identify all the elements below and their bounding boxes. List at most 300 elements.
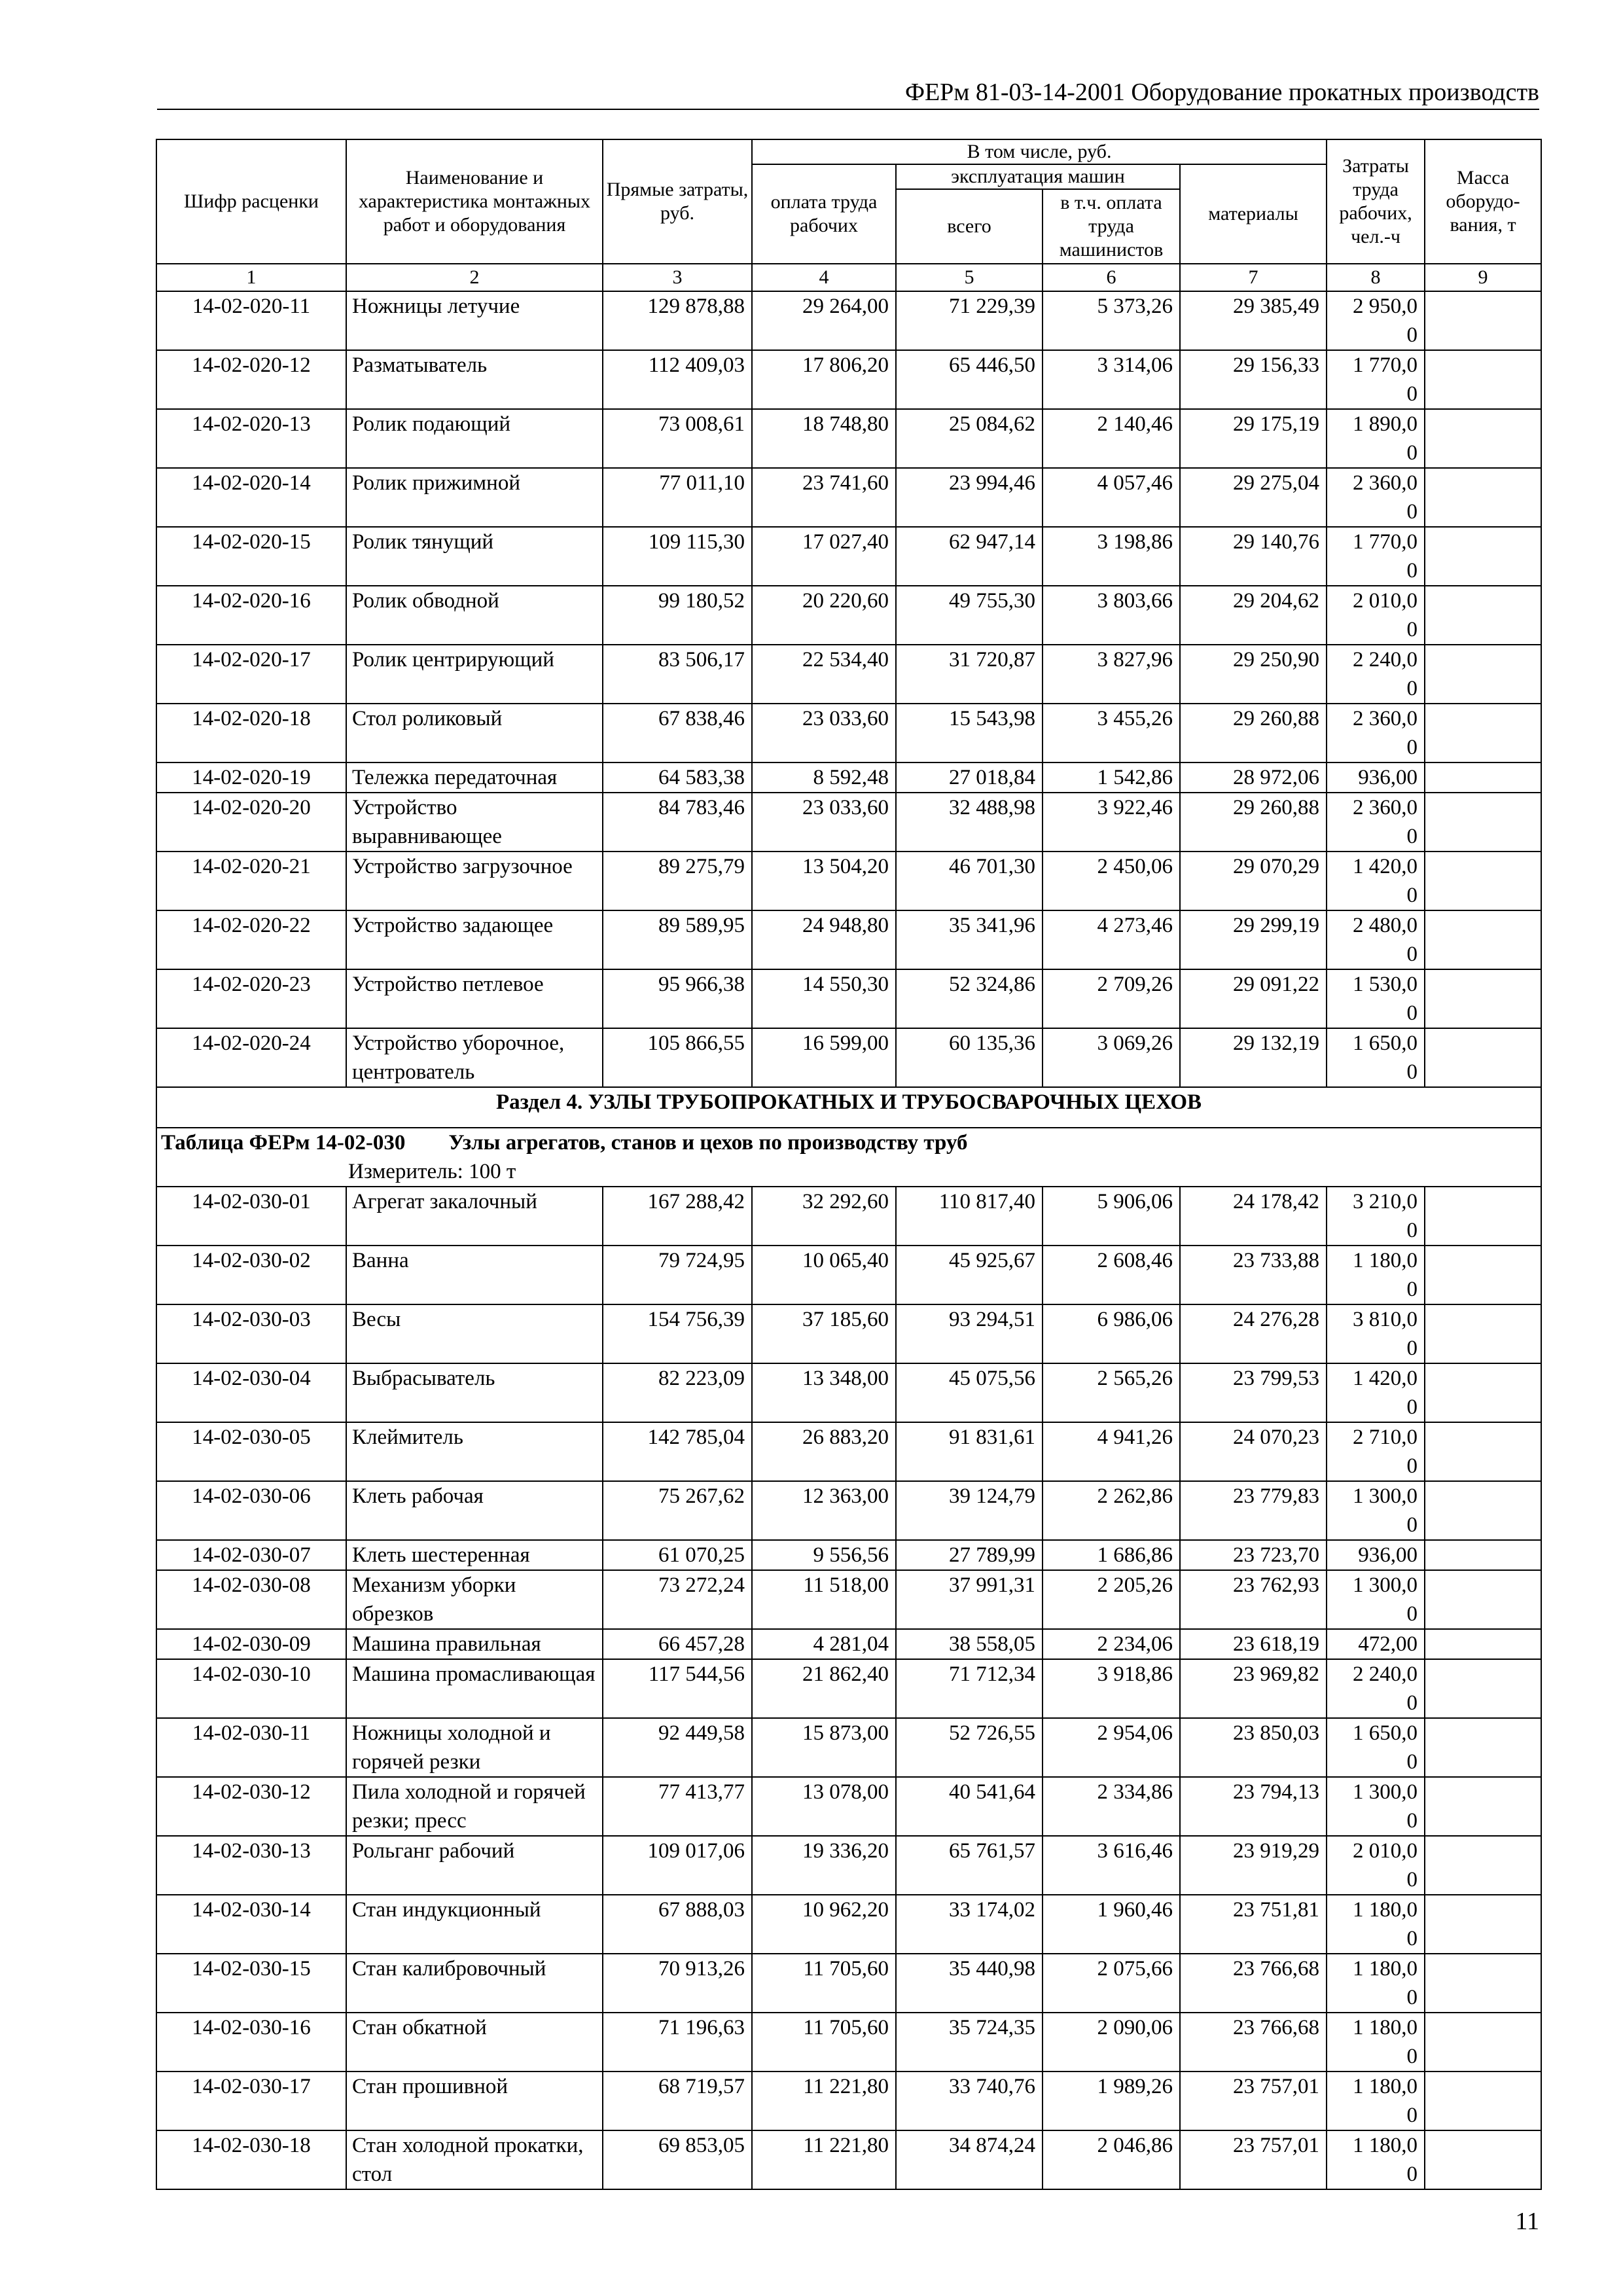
name-cell: Стол роликовый [346, 704, 603, 762]
mass-cell [1425, 1028, 1541, 1087]
mass-cell [1425, 1954, 1541, 2013]
direct-cost-cell: 154 756,39 [603, 1304, 752, 1363]
mass-cell [1425, 793, 1541, 852]
wages-cell: 17 806,20 [752, 350, 896, 409]
labor-cell [1327, 1246, 1425, 1304]
labor-value: 1 180,0 [1353, 1957, 1418, 1981]
materials-cell: 23 757,01 [1180, 2130, 1327, 2189]
labor-value: 1 420,0 [1353, 855, 1418, 878]
labor-value-continuation: 0 [1406, 323, 1418, 347]
name-cell: Пила холодной и горячей резки; пресс [346, 1777, 603, 1836]
table-row [156, 586, 1541, 645]
mass-cell [1425, 409, 1541, 468]
col-header-materials: материалы [1180, 164, 1327, 264]
machinists-cell: 5 373,26 [1043, 291, 1180, 350]
labor-value: 1 770,0 [1353, 530, 1418, 554]
materials-cell: 28 972,06 [1180, 762, 1327, 793]
wages-cell: 11 221,80 [752, 2072, 896, 2130]
column-number: 9 [1425, 264, 1541, 291]
table-row [156, 1422, 1541, 1481]
mass-cell [1425, 2072, 1541, 2130]
labor-value-continuation: 0 [1406, 1691, 1418, 1715]
col-header-code: Шифр расценки [156, 139, 346, 264]
direct-cost-cell: 167 288,42 [603, 1187, 752, 1246]
labor-cell [1327, 1540, 1425, 1570]
table-title: Узлы агрегатов, станов и цехов по производству труб [448, 1131, 968, 1155]
rate-code-cell: 14-02-020-23 [156, 969, 346, 1028]
table-row [156, 527, 1541, 586]
machines-total-cell: 25 084,62 [896, 409, 1043, 468]
direct-cost-cell: 66 457,28 [603, 1629, 752, 1659]
machines-total-cell: 35 341,96 [896, 910, 1043, 969]
machines-total-cell: 33 174,02 [896, 1895, 1043, 1954]
mass-cell [1425, 1363, 1541, 1422]
table-row [156, 1895, 1541, 1954]
machines-total-cell: 65 761,57 [896, 1836, 1043, 1895]
mass-cell [1425, 852, 1541, 910]
col-header-wages: оплата труда рабочих [752, 164, 896, 264]
machinists-cell: 4 941,26 [1043, 1422, 1180, 1481]
unit-line: Измеритель: 100 т [156, 1157, 1541, 1187]
labor-value-continuation: 0 [1406, 942, 1418, 966]
machinists-cell: 5 906,06 [1043, 1187, 1180, 1246]
wages-cell: 8 592,48 [752, 762, 896, 793]
mass-cell [1425, 586, 1541, 645]
machinists-cell: 1 989,26 [1043, 2072, 1180, 2130]
labor-value-continuation: 0 [1406, 1809, 1418, 1833]
machines-total-cell: 33 740,76 [896, 2072, 1043, 2130]
wages-cell: 10 065,40 [752, 1246, 896, 1304]
machines-total-cell: 35 440,98 [896, 1954, 1043, 2013]
column-number: 2 [346, 264, 603, 291]
labor-value-continuation: 0 [1406, 884, 1418, 907]
labor-value: 1 180,0 [1353, 1898, 1418, 1922]
materials-cell: 29 204,62 [1180, 586, 1327, 645]
mass-cell [1425, 1187, 1541, 1246]
machinists-cell: 2 205,26 [1043, 1570, 1180, 1629]
mass-cell [1425, 910, 1541, 969]
rate-code-cell: 14-02-030-10 [156, 1659, 346, 1718]
name-cell: Механизм уборки обрезков [346, 1570, 603, 1629]
table-row [156, 350, 1541, 409]
table-row [156, 1836, 1541, 1895]
labor-value: 2 010,0 [1353, 1839, 1418, 1863]
direct-cost-cell: 73 008,61 [603, 409, 752, 468]
direct-cost-cell: 67 838,46 [603, 704, 752, 762]
materials-cell: 23 766,68 [1180, 1954, 1327, 2013]
machinists-cell: 2 954,06 [1043, 1718, 1180, 1777]
rate-code-cell: 14-02-020-19 [156, 762, 346, 793]
materials-cell: 29 260,88 [1180, 704, 1327, 762]
machines-total-cell: 52 324,86 [896, 969, 1043, 1028]
column-number: 8 [1327, 264, 1425, 291]
col-header-machines: эксплуатация машин [896, 164, 1180, 189]
labor-cell [1327, 969, 1425, 1028]
rate-code-cell: 14-02-030-02 [156, 1246, 346, 1304]
mass-cell [1425, 1246, 1541, 1304]
table-row [156, 1718, 1541, 1777]
wages-cell: 11 221,80 [752, 2130, 896, 2189]
name-cell: Машина правильная [346, 1629, 603, 1659]
wages-cell: 29 264,00 [752, 291, 896, 350]
name-cell: Стан прошивной [346, 2072, 603, 2130]
mass-cell [1425, 1481, 1541, 1540]
labor-value-continuation: 0 [1406, 1336, 1418, 1360]
labor-value: 1 300,0 [1353, 1573, 1418, 1597]
mass-cell [1425, 1895, 1541, 1954]
machines-total-cell: 71 712,34 [896, 1659, 1043, 1718]
table-row [156, 2072, 1541, 2130]
labor-value: 2 480,0 [1353, 914, 1418, 937]
labor-value: 1 650,0 [1353, 1031, 1418, 1055]
name-cell: Весы [346, 1304, 603, 1363]
labor-value: 1 180,0 [1353, 1249, 1418, 1272]
name-cell: Клеть шестеренная [346, 1540, 603, 1570]
wages-cell: 19 336,20 [752, 1836, 896, 1895]
rates-table [156, 139, 1542, 2190]
labor-cell [1327, 1028, 1425, 1087]
labor-value-continuation: 0 [1406, 1060, 1418, 1084]
machines-total-cell: 91 831,61 [896, 1422, 1043, 1481]
name-cell: Ванна [346, 1246, 603, 1304]
rate-code-cell: 14-02-030-09 [156, 1629, 346, 1659]
wages-cell: 16 599,00 [752, 1028, 896, 1087]
rate-code-cell: 14-02-020-14 [156, 468, 346, 527]
wages-cell: 17 027,40 [752, 527, 896, 586]
labor-value: 2 010,0 [1353, 589, 1418, 613]
section-title: Раздел 4. УЗЛЫ ТРУБОПРОКАТНЫХ И ТРУБОСВАРОЧНЫХ ЦЕХОВ [156, 1087, 1541, 1128]
table-row [156, 1028, 1541, 1087]
machines-total-cell: 40 541,64 [896, 1777, 1043, 1836]
name-cell: Стан калибровочный [346, 1954, 603, 2013]
machines-total-cell: 35 724,35 [896, 2013, 1043, 2072]
labor-value: 1 890,0 [1353, 412, 1418, 436]
name-cell: Устройство задающее [346, 910, 603, 969]
wages-cell: 9 556,56 [752, 1540, 896, 1570]
rate-code-cell: 14-02-020-16 [156, 586, 346, 645]
rate-code-cell: 14-02-020-11 [156, 291, 346, 350]
labor-cell [1327, 2072, 1425, 2130]
direct-cost-cell: 82 223,09 [603, 1363, 752, 1422]
direct-cost-cell: 79 724,95 [603, 1246, 752, 1304]
mass-cell [1425, 2013, 1541, 2072]
machines-total-cell: 32 488,98 [896, 793, 1043, 852]
labor-cell [1327, 645, 1425, 704]
table-row [156, 1187, 1541, 1246]
column-number: 6 [1043, 264, 1180, 291]
labor-cell [1327, 704, 1425, 762]
labor-cell [1327, 762, 1425, 793]
col-header-total: всего [896, 189, 1043, 264]
labor-value: 1 420,0 [1353, 1367, 1418, 1390]
mass-cell [1425, 1659, 1541, 1718]
labor-value-continuation: 0 [1406, 1001, 1418, 1025]
machines-total-cell: 65 446,50 [896, 350, 1043, 409]
labor-cell [1327, 527, 1425, 586]
name-cell: Ролик подающий [346, 409, 603, 468]
machinists-cell: 3 616,46 [1043, 1836, 1180, 1895]
table-row [156, 1481, 1541, 1540]
direct-cost-cell: 99 180,52 [603, 586, 752, 645]
labor-cell [1327, 1718, 1425, 1777]
labor-value-continuation: 0 [1406, 382, 1418, 406]
labor-value-continuation: 0 [1406, 441, 1418, 465]
labor-cell [1327, 2013, 1425, 2072]
wages-cell: 23 741,60 [752, 468, 896, 527]
wages-cell: 4 281,04 [752, 1629, 896, 1659]
materials-cell: 29 260,88 [1180, 793, 1327, 852]
machinists-cell: 2 262,86 [1043, 1481, 1180, 1540]
materials-cell: 23 733,88 [1180, 1246, 1327, 1304]
labor-value-continuation: 0 [1406, 1750, 1418, 1774]
name-cell: Ножницы холодной и горячей резки [346, 1718, 603, 1777]
labor-value: 3 810,0 [1353, 1308, 1418, 1331]
wages-cell: 23 033,60 [752, 793, 896, 852]
machinists-cell: 2 334,86 [1043, 1777, 1180, 1836]
machines-total-cell: 45 925,67 [896, 1246, 1043, 1304]
machines-total-cell: 39 124,79 [896, 1481, 1043, 1540]
mass-cell [1425, 291, 1541, 350]
wages-cell: 24 948,80 [752, 910, 896, 969]
labor-value: 936,00 [1358, 1543, 1418, 1567]
labor-cell [1327, 852, 1425, 910]
materials-cell: 29 091,22 [1180, 969, 1327, 1028]
name-cell: Клеть рабочая [346, 1481, 603, 1540]
col-header-machinists: в т.ч. оплата труда машинистов [1043, 189, 1180, 264]
name-cell: Устройство петлевое [346, 969, 603, 1028]
labor-value: 1 300,0 [1353, 1780, 1418, 1804]
table-row [156, 704, 1541, 762]
machines-total-cell: 23 994,46 [896, 468, 1043, 527]
column-number: 7 [1180, 264, 1327, 291]
labor-value: 2 950,0 [1353, 295, 1418, 318]
mass-cell [1425, 704, 1541, 762]
materials-cell: 23 618,19 [1180, 1629, 1327, 1659]
name-cell: Стан холодной прокатки, стол [346, 2130, 603, 2189]
labor-cell [1327, 291, 1425, 350]
rate-code-cell: 14-02-020-22 [156, 910, 346, 969]
direct-cost-cell: 89 275,79 [603, 852, 752, 910]
materials-cell: 24 070,23 [1180, 1422, 1327, 1481]
rate-code-cell: 14-02-030-16 [156, 2013, 346, 2072]
labor-value-continuation: 0 [1406, 500, 1418, 524]
labor-value-continuation: 0 [1406, 1927, 1418, 1950]
column-number: 4 [752, 264, 896, 291]
labor-cell [1327, 1363, 1425, 1422]
column-number: 5 [896, 264, 1043, 291]
table-row [156, 910, 1541, 969]
materials-cell: 23 969,82 [1180, 1659, 1327, 1718]
machinists-cell: 1 542,86 [1043, 762, 1180, 793]
labor-value-continuation: 0 [1406, 2162, 1418, 2186]
rate-code-cell: 14-02-030-13 [156, 1836, 346, 1895]
machinists-cell: 2 565,26 [1043, 1363, 1180, 1422]
machines-total-cell: 34 874,24 [896, 2130, 1043, 2189]
machinists-cell: 3 455,26 [1043, 704, 1180, 762]
direct-cost-cell: 77 011,10 [603, 468, 752, 527]
labor-cell [1327, 1836, 1425, 1895]
labor-value-continuation: 0 [1406, 1986, 1418, 2009]
table-row [156, 762, 1541, 793]
labor-value: 2 360,0 [1353, 707, 1418, 730]
machines-total-cell: 49 755,30 [896, 586, 1043, 645]
machinists-cell: 2 234,06 [1043, 1629, 1180, 1659]
labor-value-continuation: 0 [1406, 825, 1418, 848]
materials-cell: 23 850,03 [1180, 1718, 1327, 1777]
name-cell: Устройство выравнивающее [346, 793, 603, 852]
col-header-mass: Масса оборудо-вания, т [1425, 139, 1541, 264]
machinists-cell: 2 075,66 [1043, 1954, 1180, 2013]
mass-cell [1425, 2130, 1541, 2189]
table-row [156, 1629, 1541, 1659]
machines-total-cell: 27 789,99 [896, 1540, 1043, 1570]
machinists-cell: 4 057,46 [1043, 468, 1180, 527]
wages-cell: 11 705,60 [752, 1954, 896, 2013]
labor-value-continuation: 0 [1406, 1513, 1418, 1537]
rate-code-cell: 14-02-020-20 [156, 793, 346, 852]
wages-cell: 37 185,60 [752, 1304, 896, 1363]
materials-cell: 29 132,19 [1180, 1028, 1327, 1087]
labor-cell [1327, 1954, 1425, 2013]
table-row [156, 468, 1541, 527]
rate-code-cell: 14-02-030-17 [156, 2072, 346, 2130]
materials-cell: 29 385,49 [1180, 291, 1327, 350]
direct-cost-cell: 109 115,30 [603, 527, 752, 586]
wages-cell: 11 705,60 [752, 2013, 896, 2072]
machines-total-cell: 15 543,98 [896, 704, 1043, 762]
labor-cell [1327, 586, 1425, 645]
wages-cell: 23 033,60 [752, 704, 896, 762]
rate-code-cell: 14-02-030-06 [156, 1481, 346, 1540]
direct-cost-cell: 89 589,95 [603, 910, 752, 969]
table-row [156, 291, 1541, 350]
wages-cell: 18 748,80 [752, 409, 896, 468]
labor-value-continuation: 0 [1406, 1395, 1418, 1419]
direct-cost-cell: 71 196,63 [603, 2013, 752, 2072]
materials-cell: 23 762,93 [1180, 1570, 1327, 1629]
table-row [156, 645, 1541, 704]
wages-cell: 13 078,00 [752, 1777, 896, 1836]
machines-total-cell: 71 229,39 [896, 291, 1043, 350]
direct-cost-cell: 105 866,55 [603, 1028, 752, 1087]
name-cell: Клеймитель [346, 1422, 603, 1481]
direct-cost-cell: 117 544,56 [603, 1659, 752, 1718]
name-cell: Ролик тянущий [346, 527, 603, 586]
labor-cell [1327, 2130, 1425, 2189]
labor-cell [1327, 1777, 1425, 1836]
table-row [156, 1570, 1541, 1629]
materials-cell: 29 250,90 [1180, 645, 1327, 704]
col-header-labor: Затраты труда рабочих, чел.-ч [1327, 139, 1425, 264]
labor-value-continuation: 0 [1406, 559, 1418, 583]
machines-total-cell: 60 135,36 [896, 1028, 1043, 1087]
machines-total-cell: 62 947,14 [896, 527, 1043, 586]
machines-total-cell: 27 018,84 [896, 762, 1043, 793]
labor-value-continuation: 0 [1406, 1219, 1418, 1242]
table-label: Таблица ФЕРм 14-02-030 [161, 1131, 406, 1155]
labor-cell [1327, 409, 1425, 468]
labor-cell [1327, 1895, 1425, 1954]
machines-total-cell: 52 726,55 [896, 1718, 1043, 1777]
col-header-name: Наименование и характеристика монтажных работ и оборудования [346, 139, 603, 264]
machines-total-cell: 31 720,87 [896, 645, 1043, 704]
wages-cell: 26 883,20 [752, 1422, 896, 1481]
materials-cell: 23 723,70 [1180, 1540, 1327, 1570]
labor-value: 1 180,0 [1353, 2075, 1418, 2098]
mass-cell [1425, 762, 1541, 793]
mass-cell [1425, 1836, 1541, 1895]
labor-value: 1 180,0 [1353, 2134, 1418, 2157]
rate-code-cell: 14-02-020-21 [156, 852, 346, 910]
materials-cell: 23 757,01 [1180, 2072, 1327, 2130]
mass-cell [1425, 1422, 1541, 1481]
mass-cell [1425, 468, 1541, 527]
name-cell: Рольганг рабочий [346, 1836, 603, 1895]
labor-value: 1 770,0 [1353, 353, 1418, 377]
machinists-cell: 2 046,86 [1043, 2130, 1180, 2189]
header-rule [157, 109, 1539, 110]
materials-cell: 23 799,53 [1180, 1363, 1327, 1422]
machinists-cell: 1 960,46 [1043, 1895, 1180, 1954]
col-header-direct: Прямые затраты, руб. [603, 139, 752, 264]
machinists-cell: 3 827,96 [1043, 645, 1180, 704]
rate-code-cell: 14-02-030-11 [156, 1718, 346, 1777]
materials-cell: 23 779,83 [1180, 1481, 1327, 1540]
direct-cost-cell: 61 070,25 [603, 1540, 752, 1570]
wages-cell: 22 534,40 [752, 645, 896, 704]
name-cell: Стан индукционный [346, 1895, 603, 1954]
mass-cell [1425, 527, 1541, 586]
wages-cell: 15 873,00 [752, 1718, 896, 1777]
machines-total-cell: 37 991,31 [896, 1570, 1043, 1629]
machinists-cell: 1 686,86 [1043, 1540, 1180, 1570]
column-number: 3 [603, 264, 752, 291]
materials-cell: 24 178,42 [1180, 1187, 1327, 1246]
wages-cell: 32 292,60 [752, 1187, 896, 1246]
wages-cell: 12 363,00 [752, 1481, 896, 1540]
labor-value: 1 180,0 [1353, 2016, 1418, 2039]
direct-cost-cell: 129 878,88 [603, 291, 752, 350]
rate-code-cell: 14-02-020-18 [156, 704, 346, 762]
direct-cost-cell: 75 267,62 [603, 1481, 752, 1540]
machinists-cell: 2 450,06 [1043, 852, 1180, 910]
machinists-cell: 2 090,06 [1043, 2013, 1180, 2072]
direct-cost-cell: 109 017,06 [603, 1836, 752, 1895]
machinists-cell: 3 803,66 [1043, 586, 1180, 645]
table-row [156, 1954, 1541, 2013]
machines-total-cell: 45 075,56 [896, 1363, 1043, 1422]
name-cell: Ролик центрирующий [346, 645, 603, 704]
rate-code-cell: 14-02-030-12 [156, 1777, 346, 1836]
direct-cost-cell: 67 888,03 [603, 1895, 752, 1954]
labor-value: 1 650,0 [1353, 1721, 1418, 1745]
labor-value-continuation: 0 [1406, 736, 1418, 759]
table-row [156, 1540, 1541, 1570]
labor-cell [1327, 1422, 1425, 1481]
table-row [156, 2013, 1541, 2072]
rate-code-cell: 14-02-030-05 [156, 1422, 346, 1481]
name-cell: Стан обкатной [346, 2013, 603, 2072]
machinists-cell: 3 314,06 [1043, 350, 1180, 409]
labor-value-continuation: 0 [1406, 677, 1418, 700]
name-cell: Агрегат закалочный [346, 1187, 603, 1246]
wages-cell: 20 220,60 [752, 586, 896, 645]
rate-code-cell: 14-02-030-15 [156, 1954, 346, 2013]
labor-cell [1327, 1659, 1425, 1718]
machinists-cell: 2 140,46 [1043, 409, 1180, 468]
labor-value: 1 300,0 [1353, 1484, 1418, 1508]
mass-cell [1425, 350, 1541, 409]
